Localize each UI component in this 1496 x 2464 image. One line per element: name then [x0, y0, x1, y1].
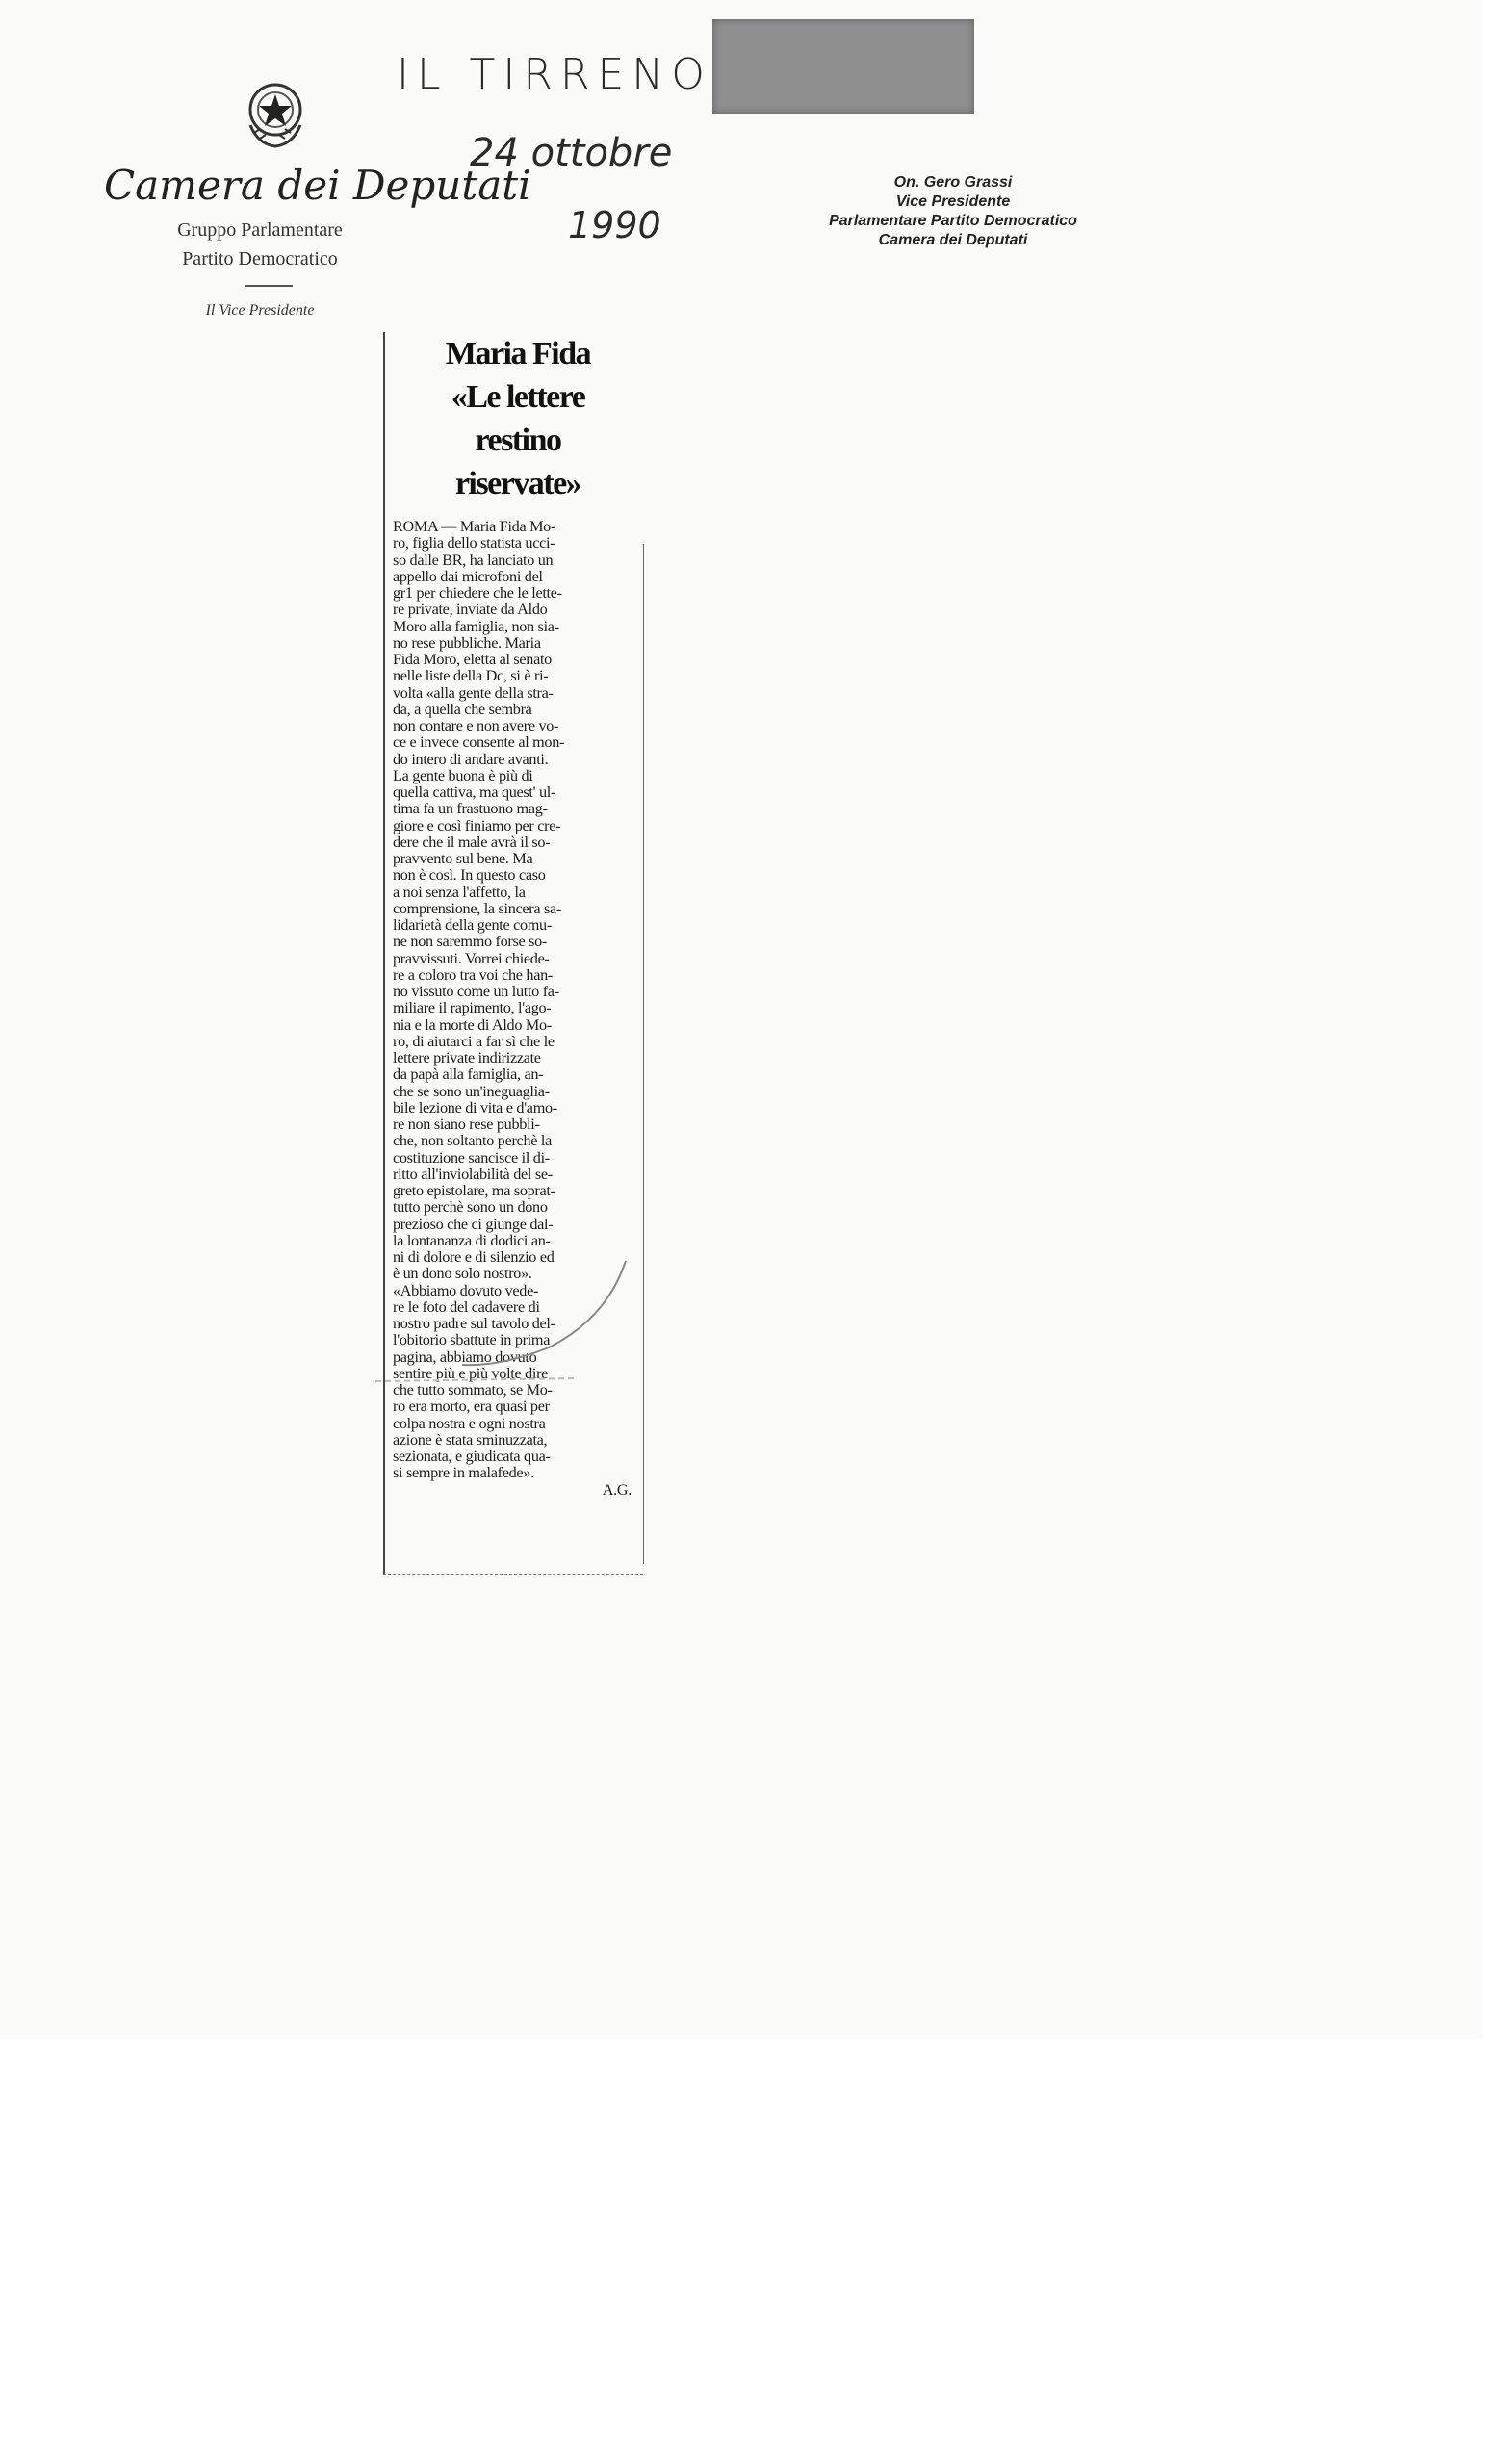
article-line: che se sono un'ineguaglia-: [393, 1083, 550, 1100]
article-line: miliare il rapimento, l'ago-: [393, 1000, 552, 1017]
article-line: Fida Moro, eletta al senato: [393, 652, 552, 668]
article-line: da papà alla famiglia, an-: [393, 1066, 544, 1084]
article-line: re private, inviate da Aldo: [393, 602, 548, 619]
handwritten-newspaper-name: IL TIRRENO: [397, 50, 712, 99]
headline-line: Maria Fida: [445, 336, 591, 372]
article-line: no vissuto come un lutto fa-: [393, 984, 559, 1000]
article-signature: A.G.: [602, 1481, 632, 1499]
article-line: ROMA — Maria Fida Mo-: [393, 519, 556, 535]
redaction-block: [712, 19, 974, 114]
article-line: l'obitorio sbattute in prima: [393, 1332, 551, 1349]
stamp-party: Parlamentare Partito Democratico: [829, 213, 1077, 229]
letterhead-title: Camera dei Deputati: [104, 162, 531, 209]
handwritten-year: 1990: [568, 204, 661, 246]
article-line: volta «alla gente della stra-: [393, 684, 554, 702]
article-line: si sempre in malafede».: [393, 1465, 534, 1482]
headline-line: riservate»: [454, 466, 581, 501]
article-line: ce e invece consente al mon-: [393, 734, 565, 752]
newspaper-clipping: [383, 332, 645, 1583]
article-line: tutto perchè sono un dono: [393, 1199, 548, 1217]
article-line: comprensione, la sincera sa-: [393, 900, 561, 917]
stamp-name: On. Gero Grassi: [893, 174, 1013, 191]
italian-republic-emblem-icon: [239, 75, 312, 152]
article-line: gr1 per chiedere che le lette-: [393, 585, 562, 602]
article-line: dere che il male avrà il so-: [393, 834, 551, 851]
article-line: ro, di aiutarci a far sì che le: [393, 1033, 555, 1050]
article-line: Moro alla famiglia, non sia-: [393, 618, 559, 635]
article-line: re le foto del cadavere di: [393, 1298, 540, 1316]
article-line: lidarietà della gente comu-: [393, 917, 552, 934]
letterhead-group-line2: Partito Democratico: [182, 248, 338, 270]
article-line: nelle liste della Dc, si è ri-: [393, 668, 549, 685]
article-line: re non siano rese pubbli-: [393, 1116, 540, 1133]
letterhead-role: Il Vice Presidente: [205, 302, 315, 319]
article-line: non contare e non avere vo-: [393, 718, 559, 734]
article-line: tima fa un frastuono mag-: [393, 801, 548, 818]
article-line: appello dai microfoni del: [393, 568, 543, 585]
article-line: do intero di andare avanti.: [393, 751, 549, 768]
article-line: sentire più e più volte dire: [393, 1365, 549, 1382]
article-line: pravvissuti. Vorrei chiede-: [393, 950, 550, 967]
article-line: a noi senza l'affetto, la: [393, 884, 526, 901]
article-line: ro era morto, era quasi per: [393, 1399, 550, 1416]
article-line: bile lezione di vita e d'amo-: [393, 1099, 557, 1116]
article-line: lettere private indirizzate: [393, 1050, 541, 1066]
article-line: non è così. In questo caso: [393, 867, 546, 885]
article-line: che, non soltanto perchè la: [393, 1133, 552, 1150]
article-line: ni di dolore e di silenzio ed: [393, 1249, 555, 1266]
article-line: sezionata, e giudicata qua-: [393, 1449, 551, 1465]
article-line: nia e la morte di Aldo Mo-: [393, 1016, 552, 1034]
article-line: so dalle BR, ha lanciato un: [393, 552, 554, 569]
article-line: giore e così finiamo per cre-: [393, 817, 561, 834]
headline-line: «Le lettere: [451, 379, 585, 415]
article-line: ne non saremmo forse so-: [393, 934, 548, 951]
headline-line: restino: [475, 423, 561, 458]
clipping-cut-line: [383, 1574, 643, 1576]
article-line: colpa nostra e ogni nostra: [393, 1415, 546, 1432]
article-line: ritto all'inviolabilità del se-: [393, 1166, 553, 1183]
article-line: che tutto sommato, se Mo-: [393, 1382, 553, 1399]
article-line: greto epistolare, ma soprat-: [393, 1183, 555, 1199]
article-line: la lontananza di dodici an-: [393, 1232, 551, 1249]
article-line: quella cattiva, ma quest' ul-: [393, 784, 556, 801]
article-line: è un dono solo nostro».: [393, 1266, 532, 1283]
article-line: ro, figlia dello statista ucci-: [393, 535, 555, 552]
pen-stroke: [366, 1251, 655, 1386]
article-line: La gente buona è più di: [393, 767, 533, 784]
article-line: pagina, abbiamo dovuto: [393, 1348, 537, 1366]
article-line: da, a quella che sembra: [393, 701, 532, 718]
article-line: prezioso che ci giunge dal-: [393, 1216, 554, 1233]
clipping-edge: [383, 332, 385, 1574]
article-line: azione è stata sminuzzata,: [393, 1431, 548, 1449]
stamp-role: Vice Presidente: [895, 193, 1011, 210]
article-headline: [395, 332, 641, 505]
article-line: «Abbiamo dovuto vede-: [393, 1282, 539, 1299]
clipping-edge: [643, 544, 644, 1564]
article-line: no rese pubbliche. Maria: [393, 634, 541, 652]
letterhead-group-line1: Gruppo Parlamentare: [177, 219, 343, 241]
stamp-institution: Camera dei Deputati: [878, 232, 1028, 248]
article-line: pravvento sul bene. Ma: [393, 851, 533, 867]
article-line: re a coloro tra voi che han-: [393, 966, 553, 984]
article-line: nostro padre sul tavolo del-: [393, 1316, 555, 1332]
article-line: costituzione sancisce il di-: [393, 1149, 550, 1167]
letterhead-divider: [245, 285, 293, 287]
handwritten-date: 24 ottobre: [470, 131, 673, 175]
